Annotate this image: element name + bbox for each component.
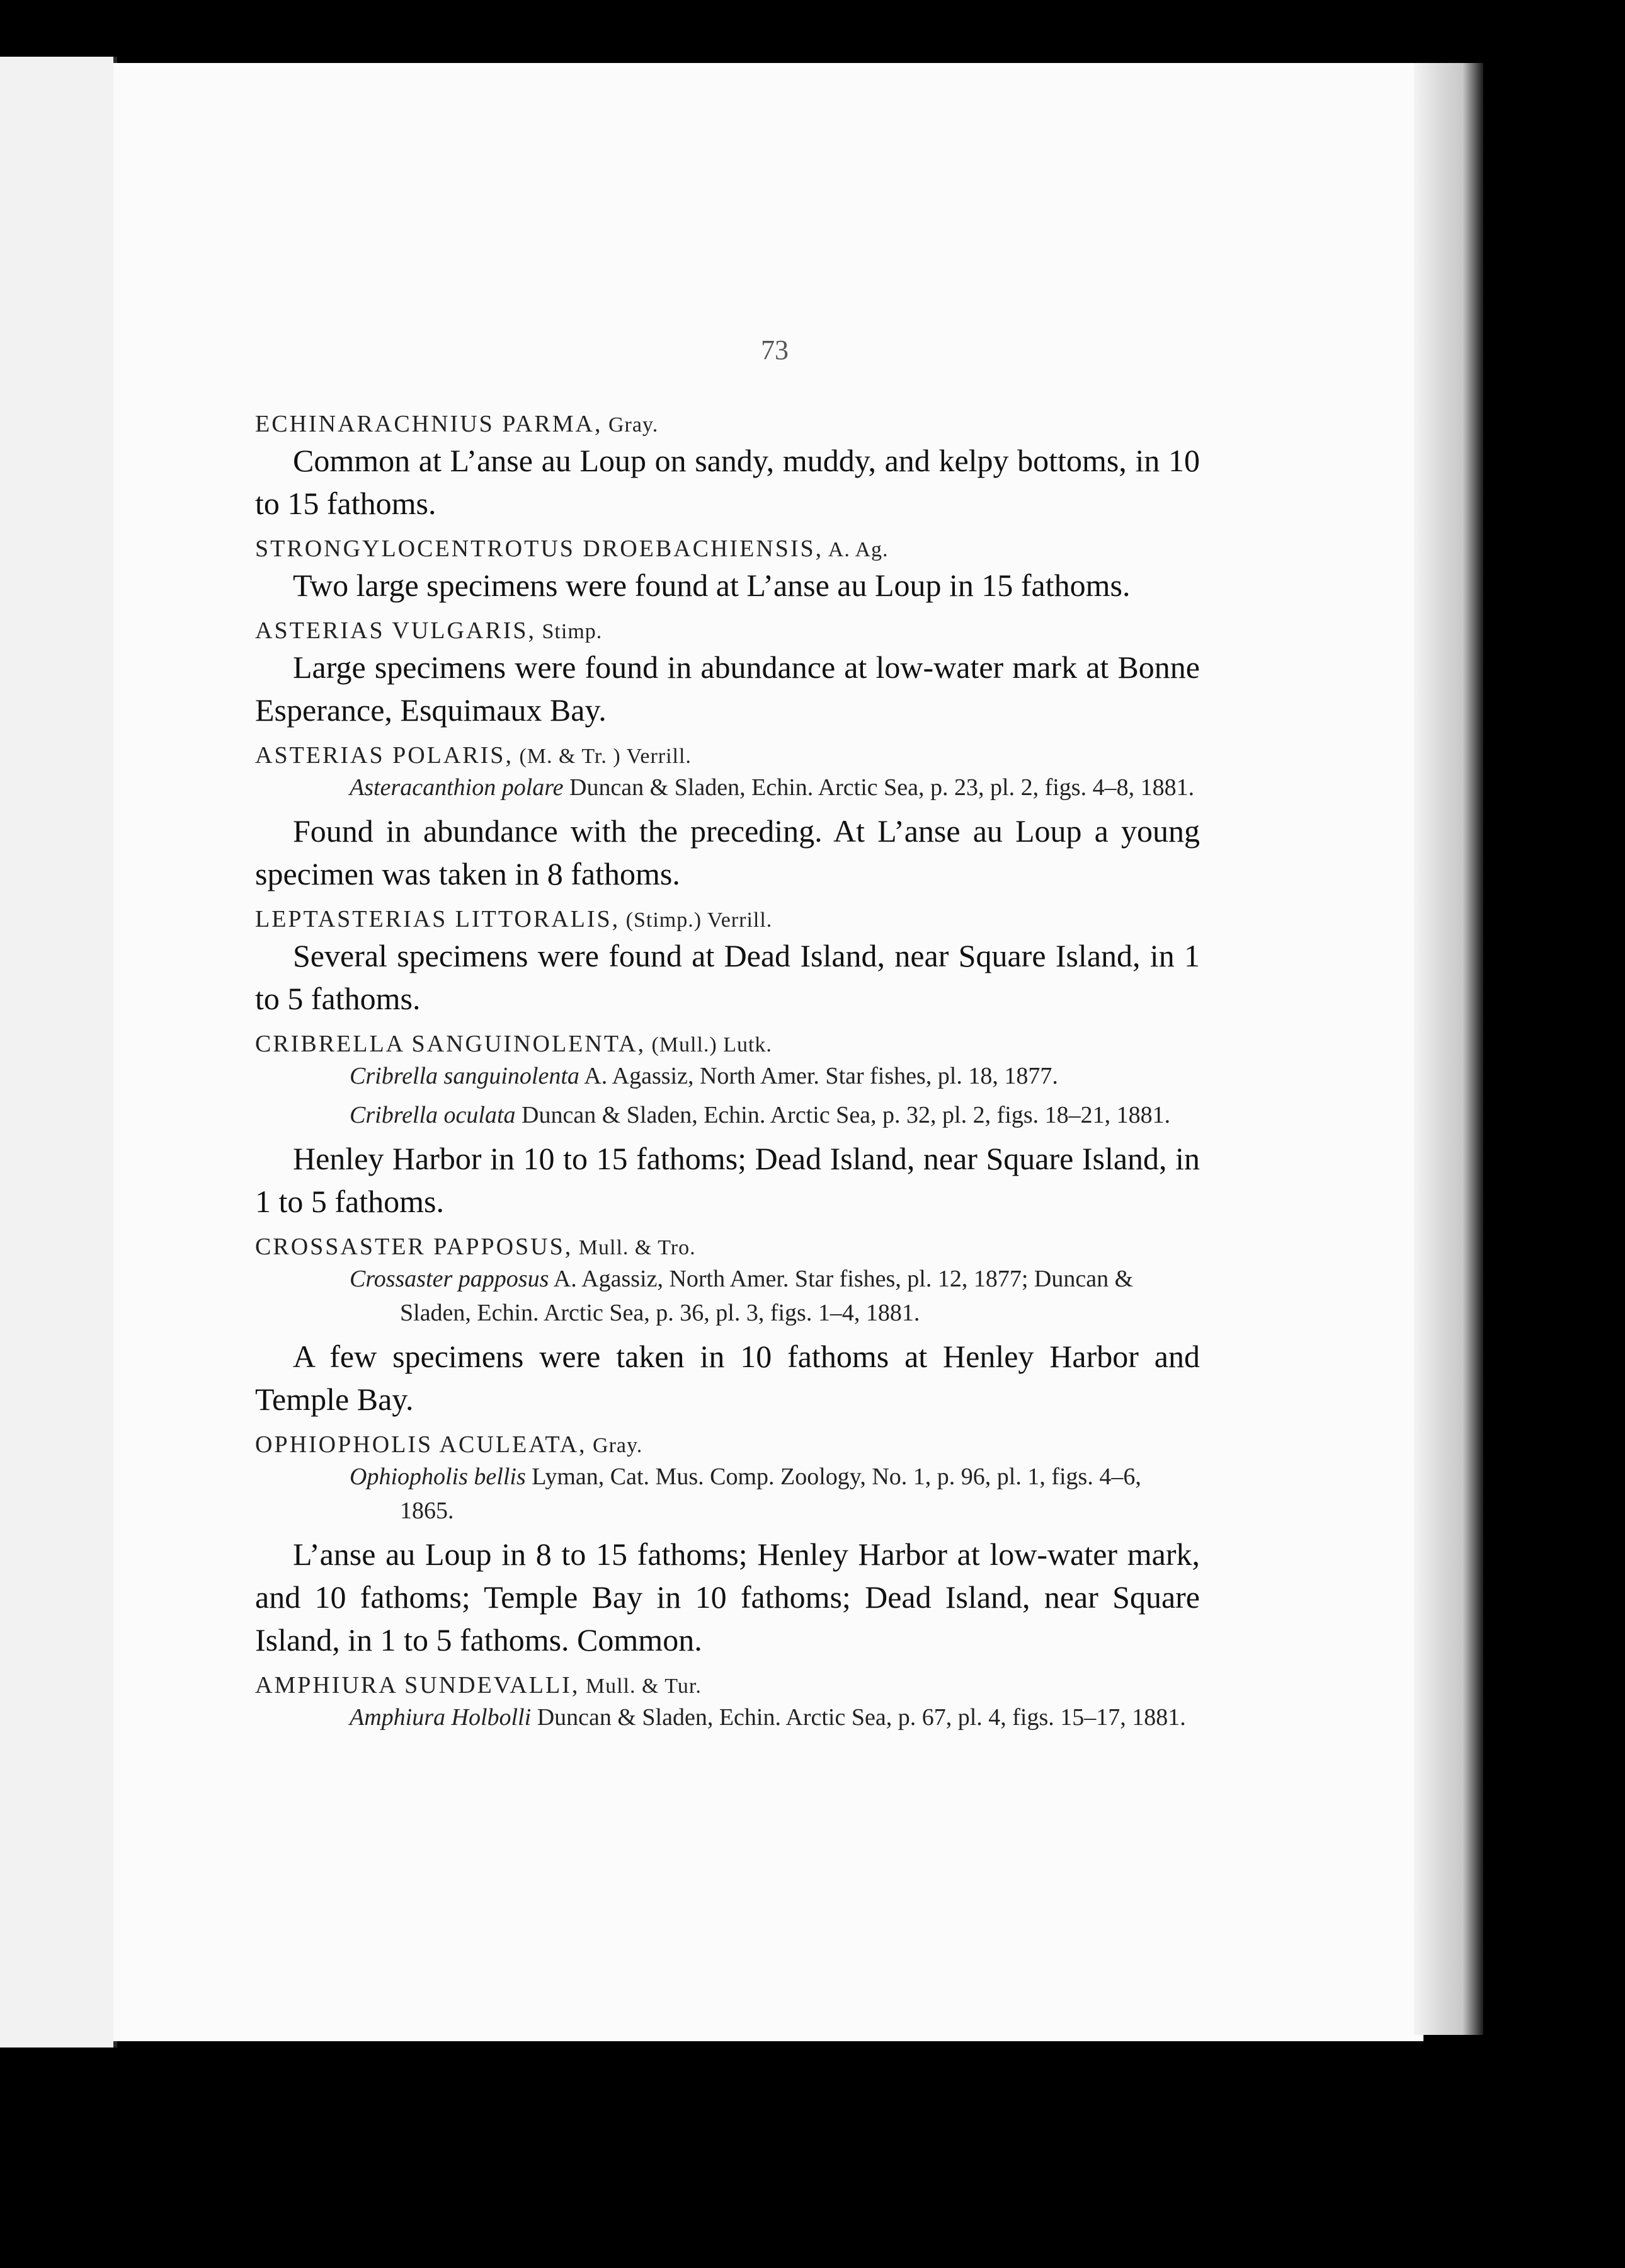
synonym-name: Crossaster papposus [350, 1266, 549, 1292]
previous-page-edge [0, 57, 117, 2048]
synonym-citation [350, 1098, 1200, 1132]
synonym-reference: Duncan & Sladen, Echin. Arctic Sea, p. 32, pl. 2, figs. 18–21, 1881. [515, 1102, 1171, 1128]
synonym-name: Cribrella oculata [350, 1102, 516, 1128]
species-notes: Two large specimens were found at L’anse au Loup in 15 fathoms. [293, 568, 1131, 603]
species-name: STRONGYLOCENTROTUS DROEBACHIENSIS, [255, 536, 824, 562]
species-notes: Henley Harbor in 10 to 15 fathoms; Dead Island, near Square Island, in 1 to 5 fathoms. [255, 1141, 1200, 1219]
species-heading [255, 1030, 1200, 1058]
species-heading [255, 1671, 1200, 1699]
species-authority: Gray. [602, 413, 659, 437]
species-heading [255, 1233, 1200, 1261]
species-name: CROSSASTER PAPPOSUS, [255, 1234, 573, 1260]
species-entry [255, 1431, 1200, 1661]
species-entry [255, 535, 1200, 607]
species-heading [255, 1431, 1200, 1458]
synonym-citation [350, 1059, 1200, 1093]
species-authority: Mull. & Tro. [573, 1236, 696, 1259]
synonym-citation [350, 1262, 1200, 1330]
species-heading [255, 905, 1200, 933]
species-entry [255, 617, 1200, 731]
page-number: 73 [761, 335, 789, 365]
species-heading [255, 410, 1200, 438]
synonym-citation [350, 1700, 1200, 1734]
species-entry [255, 742, 1200, 895]
species-entry [255, 1671, 1200, 1734]
synonym-name: Amphiura Holbolli [350, 1704, 532, 1731]
page-content [255, 334, 1200, 1739]
species-name: CRIBRELLA SANGUINOLENTA, [255, 1031, 646, 1057]
species-name: AMPHIURA SUNDEVALLI, [255, 1672, 580, 1698]
species-notes: Common at L’anse au Loup on sandy, muddy, and kelpy bottoms, in 10 to 15 fathoms. [255, 443, 1200, 521]
species-entry [255, 905, 1200, 1020]
species-authority: Gray. [586, 1434, 643, 1457]
species-name: ASTERIAS VULGARIS, [255, 617, 537, 644]
species-name: ECHINARACHNIUS PARMA, [255, 411, 603, 437]
species-authority: Stimp. [536, 620, 603, 643]
species-authority: (M. & Tr. ) Verrill. [513, 745, 692, 768]
species-notes: L’anse au Loup in 8 to 15 fathoms; Henley Harbor at low-water mark, and 10 fathoms; Temple Bay in 10 fathoms; Dead Island, near Square Island, in 1 to 5 fathoms. Common. [255, 1537, 1200, 1658]
synonym-reference: A. Agassiz, North Amer. Star fishes, pl. 12, 1877; Duncan & Sladen, Echin. Arctic Sea, p. 36, pl. 3, figs. 1–4, 1881. [400, 1266, 1134, 1326]
species-heading [255, 617, 1200, 644]
species-entry [255, 1030, 1200, 1223]
species-heading [255, 742, 1200, 769]
species-notes: Found in abundance with the preceding. At L’anse au Loup a young specimen was taken in 8 fathoms. [255, 813, 1200, 891]
species-entries [255, 410, 1200, 1734]
species-authority: Mull. & Tur. [579, 1675, 702, 1698]
synonym-reference: A. Agassiz, North Amer. Star fishes, pl. 18, 1877. [579, 1063, 1058, 1089]
species-notes: Several specimens were found at Dead Island, near Square Island, in 1 to 5 fathoms. [255, 938, 1200, 1016]
synonym-name: Asteracanthion polare [350, 774, 564, 801]
species-notes: A few specimens were taken in 10 fathoms at Henley Harbor and Temple Bay. [255, 1339, 1200, 1417]
species-name: OPHIOPHOLIS ACULEATA, [255, 1431, 587, 1458]
species-notes: Large specimens were found in abundance at low-water mark at Bonne Esperance, Esquimaux Bay. [255, 650, 1200, 728]
synonym-reference: Duncan & Sladen, Echin. Arctic Sea, p. 23, pl. 2, figs. 4–8, 1881. [563, 774, 1195, 801]
species-heading [255, 535, 1200, 563]
page-edge-shadow [1414, 63, 1483, 2035]
species-name: ASTERIAS POLARIS, [255, 742, 513, 769]
synonym-reference: Lyman, Cat. Mus. Comp. Zoology, No. 1, p. 96, pl. 1, figs. 4–6, 1865. [400, 1463, 1141, 1524]
synonym-name: Cribrella sanguinolenta [350, 1063, 579, 1089]
species-entry [255, 1233, 1200, 1421]
synonym-citation [350, 1460, 1200, 1528]
synonym-reference: Duncan & Sladen, Echin. Arctic Sea, p. 67, pl. 4, figs. 15–17, 1881. [531, 1704, 1186, 1731]
species-authority: (Stimp.) Verrill. [620, 908, 773, 932]
species-authority: (Mull.) Lutk. [645, 1033, 772, 1057]
synonym-citation [350, 770, 1200, 805]
species-name: LEPTASTERIAS LITTORALIS, [255, 906, 620, 932]
species-authority: A. Ag. [823, 538, 889, 561]
species-entry [255, 410, 1200, 525]
synonym-name: Ophiopholis bellis [350, 1463, 526, 1490]
